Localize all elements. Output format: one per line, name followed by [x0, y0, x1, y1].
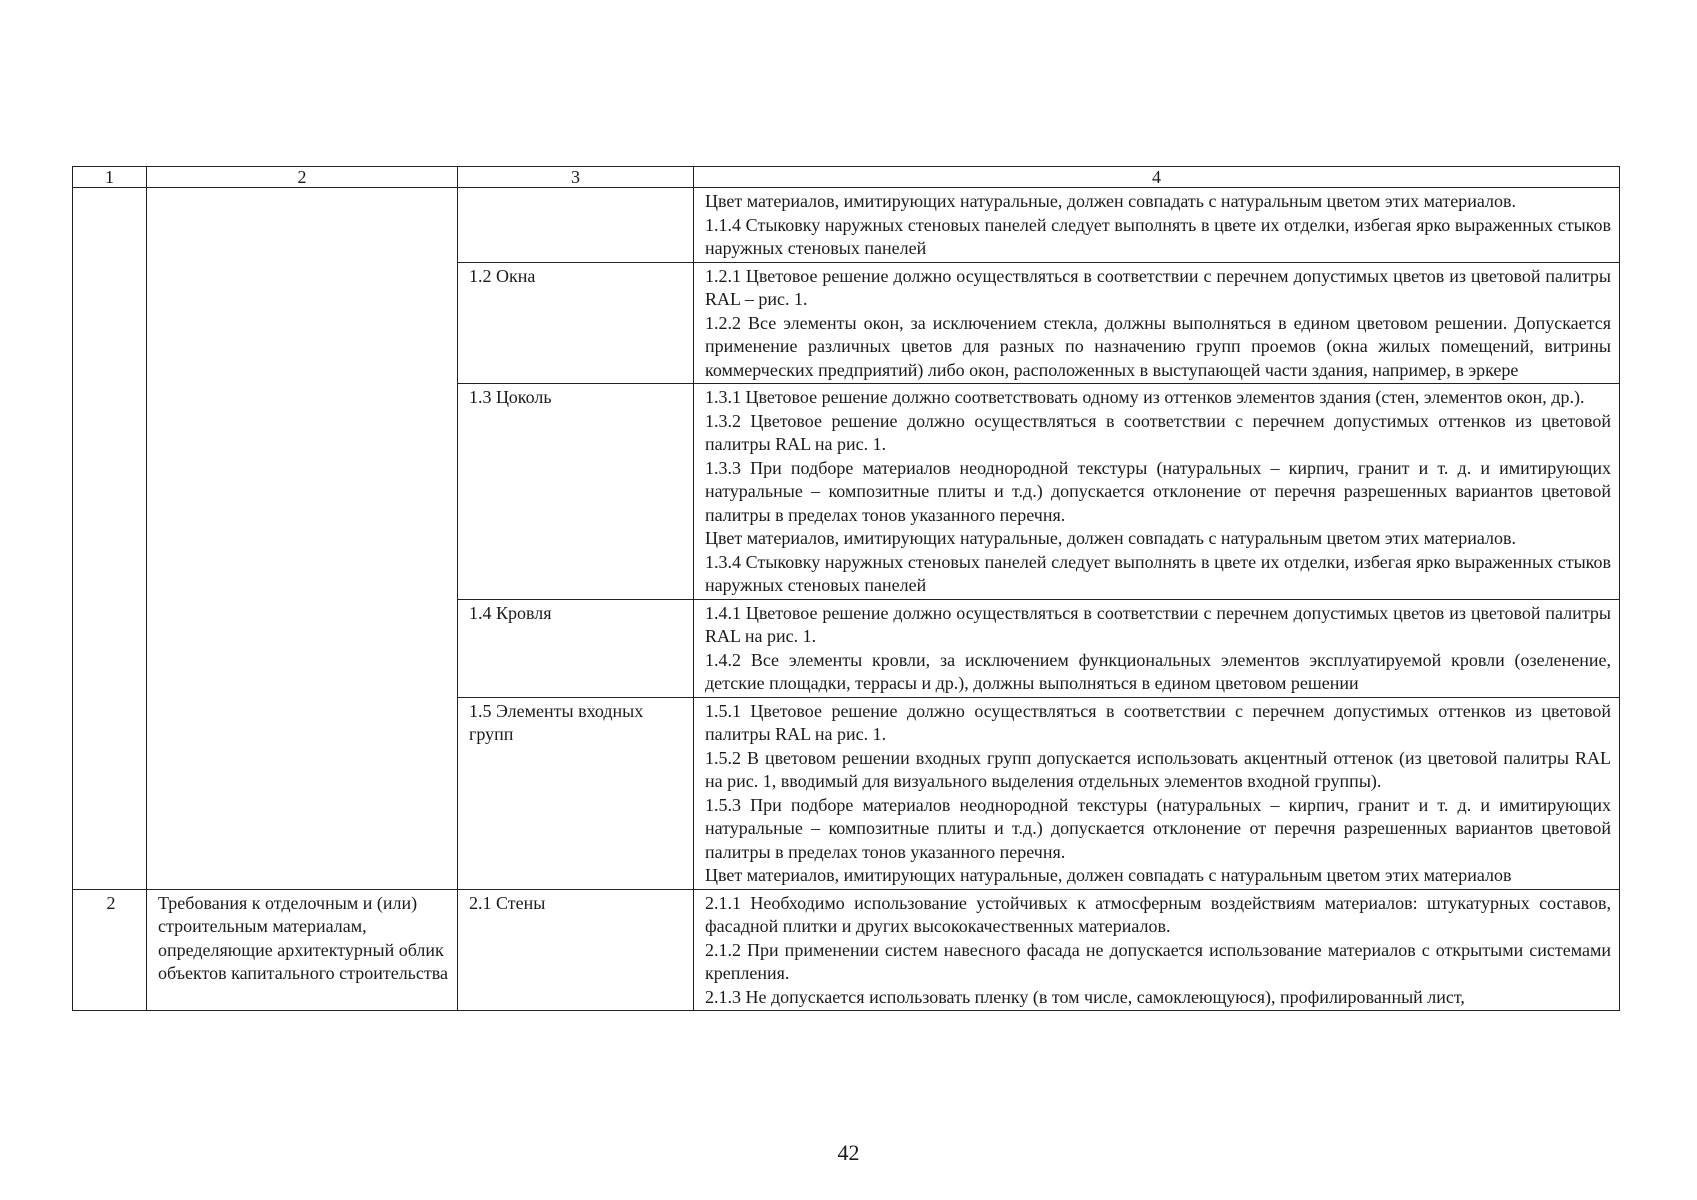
paragraph: 2.1.3 Не допускается использовать пленку (в том числе, самоклеющуюся), профилированный лист, — [705, 986, 1465, 1007]
element-cell-entrance-groups: 1.5 Элементы входных групп — [458, 697, 694, 889]
row-number-cell: 2 — [73, 889, 147, 1011]
text-cell — [694, 384, 1620, 600]
table-body — [73, 188, 1620, 1011]
element-cell-roof: 1.4 Кровля — [458, 599, 694, 697]
paragraph: 1.5.3 При подборе материалов неоднородной текстуры (натуральных – кирпич, гранит и т. д. и имитирующих натуральные – композитные плиты и т.д.) допускается отклонение от перечня разрешенных вариантов цветовой палитры в пределах тонов указанного перечня. — [705, 794, 1611, 862]
document-sheet — [72, 166, 1620, 1011]
table-row — [73, 889, 1620, 1011]
requirement-cell — [147, 188, 458, 890]
text-cell — [694, 599, 1620, 697]
paragraph: 1.1.4 Стыковку наружных стеновых панелей следует выполнять в цвете их отделки, избегая ярко выраженных стыков наружных стеновых панелей — [705, 214, 1611, 258]
text-cell — [694, 262, 1620, 384]
paragraph: Цвет материалов, имитирующих натуральные, должен совпадать с натуральным цветом этих материалов. — [705, 191, 1517, 211]
paragraph: 1.5.1 Цветовое решение должно осуществляться в соответствии с перечнем допустимых оттенков из цветовой палитры RAL на рис. 1. — [705, 700, 1611, 744]
table-header-row — [73, 167, 1620, 188]
element-cell — [458, 188, 694, 263]
row-number-cell — [73, 188, 147, 890]
table-row — [73, 188, 1620, 263]
text-cell — [694, 889, 1620, 1011]
paragraph: 1.4.2 Все элементы кровли, за исключением функциональных элементов эксплуатируемой кровли (озеленение, детские площадки, террасы и др.), должны выполняться в едином цветовом решении — [705, 649, 1611, 693]
paragraph: 1.2.1 Цветовое решение должно осуществляться в соответствии с перечнем допустимых цветов из цветовой палитры RAL – рис. 1. — [705, 265, 1611, 309]
requirement-cell: Требования к отделочным и (или) строительным материалам, определяющие архитектурный облик объектов капитального строительства — [147, 889, 458, 1011]
paragraph: 1.2.2 Все элементы окон, за исключением стекла, должны выполняться в едином цветовом решении. Допускается применение различных цветов для разных по назначению групп проемов (окна жилых помещений, витрины коммерческих предприятий) либо окон, расположенных в выступающей части здания, например, в эркере — [705, 312, 1611, 380]
paragraph: 1.3.1 Цветовое решение должно соответствовать одному из оттенков элементов здания (стен, элементов окон, др.). — [705, 387, 1585, 407]
page-number: 42 — [837, 1140, 860, 1165]
paragraph: 1.3.4 Стыковку наружных стеновых панелей следует выполнять в цвете их отделки, избегая ярко выраженных стыков наружных стеновых панелей — [705, 551, 1611, 595]
paragraph: 2.1.1 Необходимо использование устойчивых к атмосферным воздействиям материалов: штукатурных составов, фасадной плитки и других высококачественных материалов. — [705, 892, 1611, 936]
element-cell-plinth: 1.3 Цоколь — [458, 384, 694, 600]
header-col-4: 4 — [694, 167, 1620, 188]
element-cell-walls: 2.1 Стены — [458, 889, 694, 1011]
header-col-3: 3 — [458, 167, 694, 188]
text-cell — [694, 697, 1620, 889]
header-col-2: 2 — [147, 167, 458, 188]
element-cell-windows: 1.2 Окна — [458, 262, 694, 384]
text-cell — [694, 188, 1620, 263]
paragraph: 1.3.3 При подборе материалов неоднородной текстуры (натуральных – кирпич, гранит и т. д. и имитирующих натуральные – композитные плиты и т.д.) допускается отклонение от перечня разрешенных вариантов цветовой палитры в пределах тонов указанного перечня. — [705, 457, 1611, 525]
paragraph: 1.4.1 Цветовое решение должно осуществляться в соответствии с перечнем допустимых цветов из цветовой палитры RAL на рис. 1. — [705, 602, 1611, 646]
paragraph: 1.3.2 Цветовое решение должно осуществляться в соответствии с перечнем допустимых оттенков из цветовой палитры RAL на рис. 1. — [705, 410, 1611, 454]
paragraph: 2.1.2 При применении систем навесного фасада не допускается использование материалов с открытыми системами крепления. — [705, 939, 1611, 983]
requirements-table — [72, 166, 1620, 1011]
header-col-1: 1 — [73, 167, 147, 188]
paragraph: Цвет материалов, имитирующих натуральные, должен совпадать с натуральным цветом этих материалов — [705, 865, 1512, 885]
paragraph: Цвет материалов, имитирующих натуральные, должен совпадать с натуральным цветом этих материалов. — [705, 528, 1517, 548]
paragraph: 1.5.2 В цветовом решении входных групп допускается использовать акцентный оттенок (из цветовой палитры RAL на рис. 1, вводимый для визуального выделения отдельных элементов входной группы). — [705, 747, 1611, 791]
